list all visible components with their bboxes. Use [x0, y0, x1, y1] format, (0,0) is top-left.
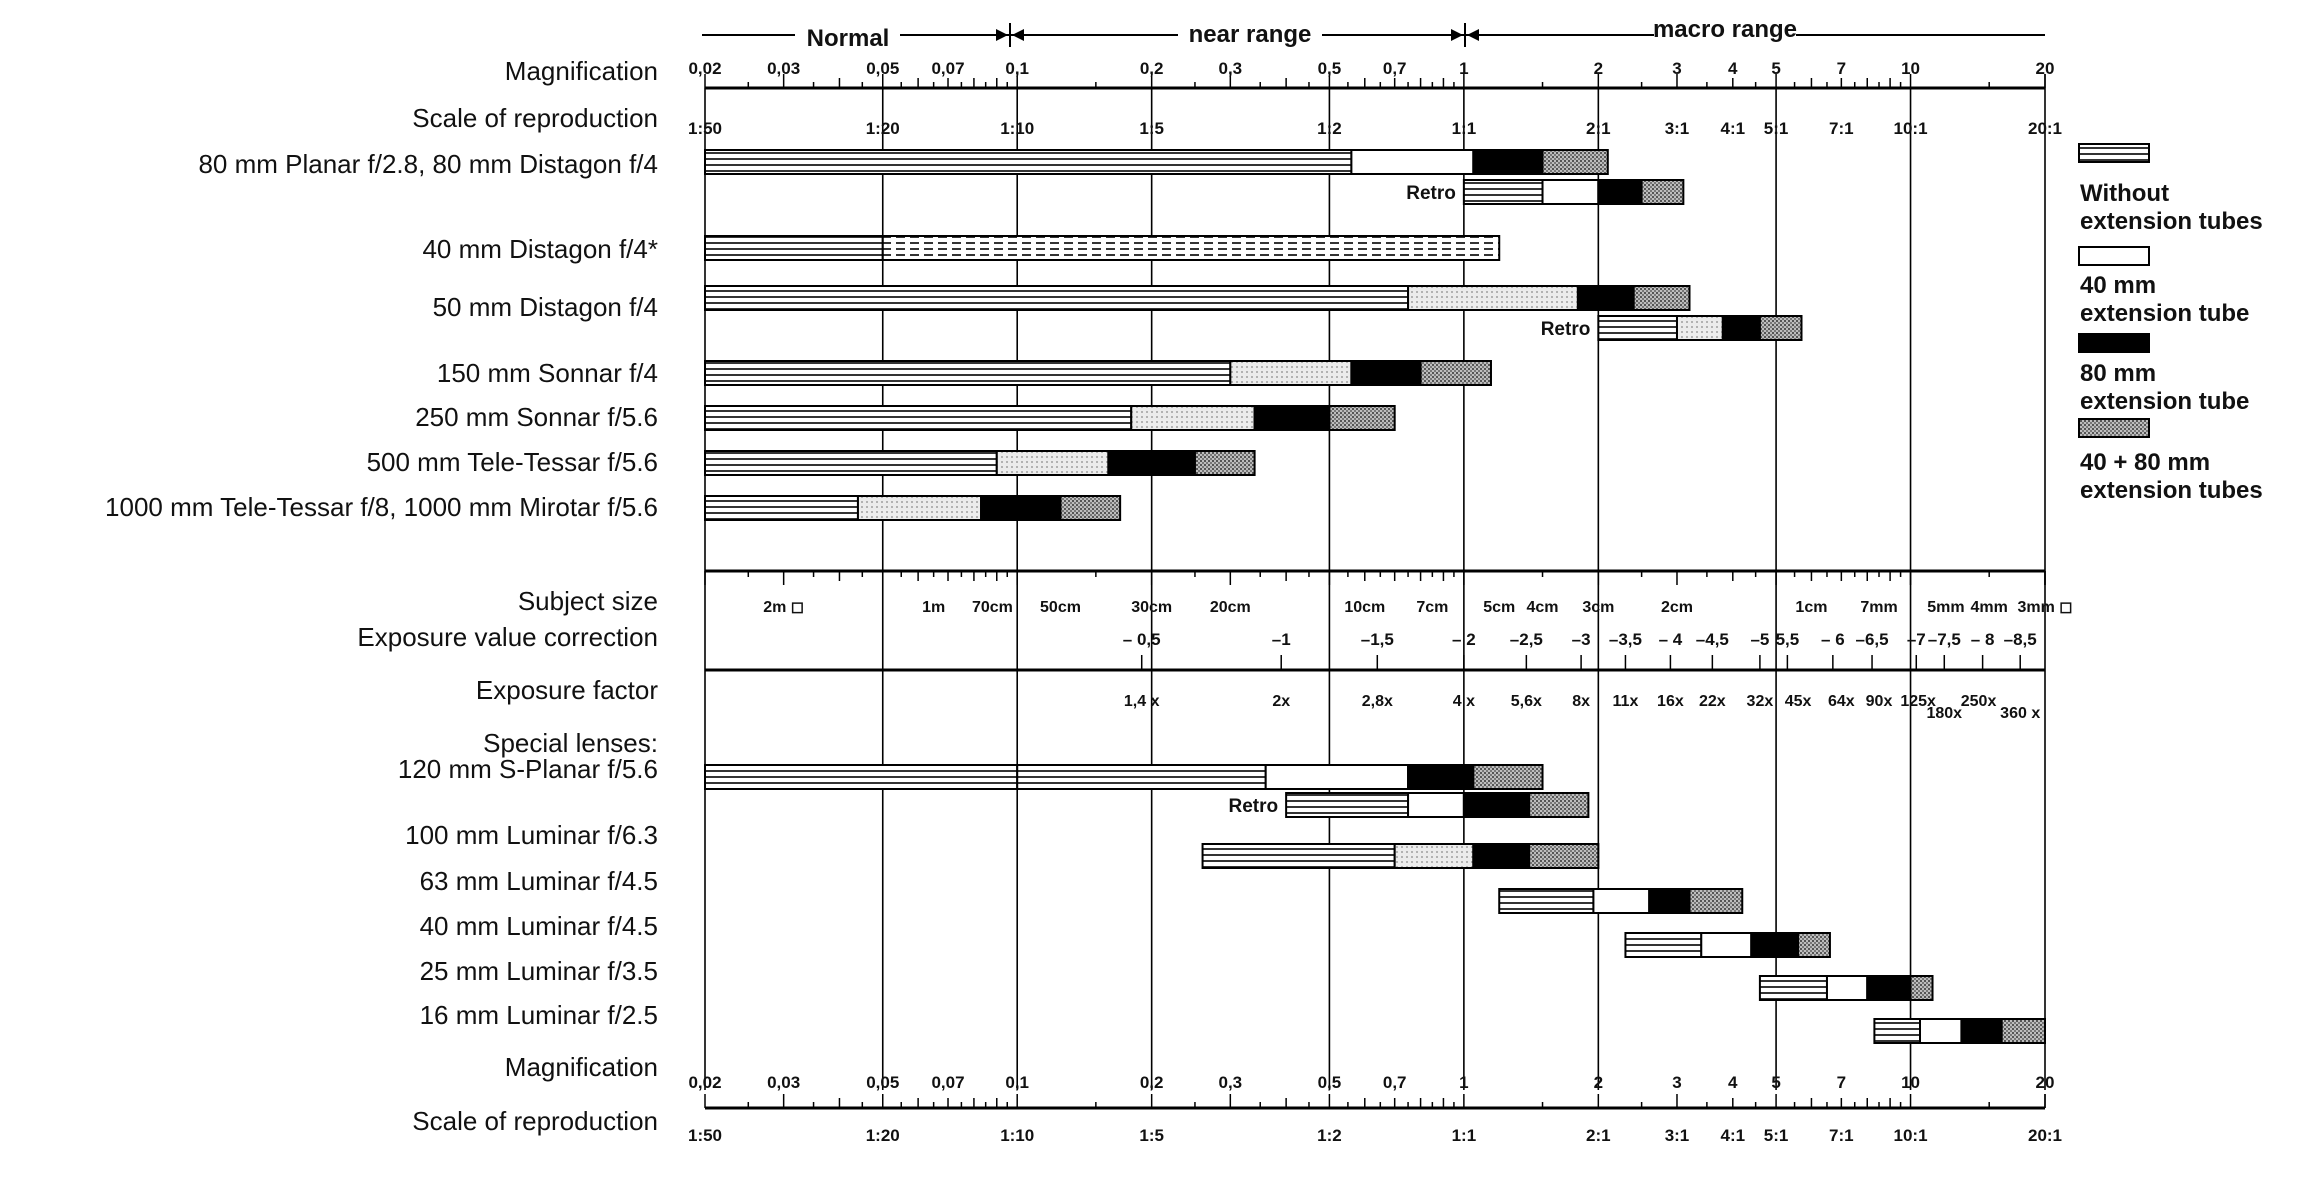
lens-label: 63 mm Luminar f/4.5	[419, 866, 658, 896]
bottom-magnification-tick-label: 0,03	[767, 1073, 801, 1092]
bar-segment-hatch	[1421, 361, 1491, 385]
subject-size-tick-label: 70cm	[971, 599, 1013, 616]
lens-label: 120 mm S-Planar f/5.6	[397, 754, 658, 784]
bottom-magnification-tick-label: 10	[1901, 1073, 1921, 1092]
retro-label: Retro	[1228, 796, 1279, 817]
bar-segment-dots	[1408, 286, 1578, 310]
top-scale-tick-label: 10:1	[1893, 119, 1928, 138]
bar-segment-hatch	[1195, 451, 1255, 475]
top-scale-tick-label: 1:50	[687, 119, 723, 138]
bar-segment-black	[1598, 180, 1641, 204]
exposure-factor-tick-label: 5,6x	[1510, 693, 1542, 710]
exposure-factor-tick-label: 2x	[1272, 693, 1291, 710]
top-scale-tick-label: 3:1	[1664, 119, 1690, 138]
bar-segment-lines	[705, 150, 1351, 174]
top-scale-tick-label: 1:20	[865, 119, 900, 138]
bar-segment-lines	[705, 496, 858, 520]
subject-size-tick-label: 5cm	[1483, 599, 1516, 616]
top-scale-tick-label: 20:1	[2027, 119, 2063, 138]
bar-segment-hatch	[1529, 793, 1588, 817]
ev-correction-tick-label: – 4	[1658, 630, 1683, 649]
exposure-factor-tick-label: 32x	[1746, 693, 1774, 710]
bottom-magnification-tick-label: 0,2	[1139, 1073, 1164, 1092]
top-magnification-tick-label: 0,07	[931, 59, 965, 78]
range-arrow	[1451, 29, 1463, 41]
bottom-magnification-tick-label: 0,07	[931, 1073, 965, 1092]
lens-label: 500 mm Tele-Tessar f/5.6	[366, 447, 658, 477]
exposure-factor-tick-label: 1,4 x	[1123, 693, 1160, 710]
subject-size-tick-label: 10cm	[1344, 599, 1386, 616]
bar-segment-lines	[1286, 793, 1408, 817]
bottom-magnification-tick-label: 4	[1728, 1073, 1738, 1092]
ev-correction-tick-label: – 2	[1452, 630, 1476, 649]
bar-segment-lines	[1499, 889, 1593, 913]
bar-segment-lines	[705, 406, 1131, 430]
ev-correction-tick-label: –6,5	[1855, 630, 1889, 649]
ev-correction-tick-label: –7	[1906, 630, 1926, 649]
top-scale-tick-label: 1:5	[1139, 119, 1164, 138]
bottom-scale-tick-label: 1:20	[865, 1126, 900, 1145]
top-magnification-tick-label: 0,1	[1005, 59, 1030, 78]
top-magnification-tick-label: 5	[1771, 59, 1781, 78]
bar-segment-hatch	[1060, 496, 1120, 520]
top-scale-tick-label: 1:1	[1451, 119, 1477, 138]
bottom-magnification-tick-label: 0,1	[1005, 1073, 1030, 1092]
bottom-magnification-tick-label: 2	[1593, 1073, 1604, 1092]
ev-correction-tick-label: – 8	[1970, 630, 1995, 649]
bar-segment-black	[1649, 889, 1689, 913]
top-magnification-tick-label: 0,5	[1317, 59, 1342, 78]
legend-label-without-tubes: Without extension tubes	[2080, 180, 2263, 235]
bar-segment-hatch	[1760, 316, 1802, 340]
lens-label: 40 mm Distagon f/4*	[422, 234, 658, 264]
bar-segment-black	[1578, 286, 1634, 310]
bottom-magnification-tick-label: 0,3	[1218, 1073, 1243, 1092]
bottom-scale-label: Scale of reproduction	[412, 1106, 658, 1136]
bar-segment-dashed	[883, 236, 1499, 260]
bottom-magnification-tick-label: 0,7	[1382, 1073, 1407, 1092]
top-magnification-tick-label: 2	[1593, 59, 1604, 78]
ev-correction-tick-label: –2,5	[1509, 630, 1543, 649]
top-scale-tick-label: 5:1	[1763, 119, 1789, 138]
bar-segment-black	[981, 496, 1060, 520]
ev-correction-tick-label: –3,5	[1608, 630, 1642, 649]
exposure-factor-tick-label: 250x	[1960, 693, 1997, 710]
exposure-factor-tick-label: 90x	[1865, 693, 1893, 710]
bottom-magnification-tick-label: 5	[1771, 1073, 1781, 1092]
bar-segment-lines	[1203, 844, 1395, 868]
top-magnification-tick-label: 0,3	[1218, 59, 1243, 78]
bar-segment-black	[1473, 150, 1542, 174]
exposure-factor-tick-label: 125x	[1900, 693, 1936, 710]
bottom-scale-tick-label: 4:1	[1720, 1126, 1746, 1145]
bottom-scale-tick-label: 1:2	[1317, 1126, 1342, 1145]
subject-size-tick-label: 20cm	[1209, 599, 1251, 616]
bar-segment-hatch	[2002, 1019, 2045, 1043]
top-magnification-label: Magnification	[504, 56, 658, 86]
bar-segment-white	[1827, 976, 1867, 1000]
exposure-factor-tick-label: 16x	[1657, 693, 1684, 710]
special-lenses-label: Special lenses:	[483, 728, 658, 758]
range-arrow	[996, 29, 1008, 41]
bar-segment-lines	[1464, 180, 1543, 204]
legend-swatch-40mm	[2078, 246, 2150, 266]
subject-size-tick-label: 1cm	[1795, 599, 1828, 616]
top-magnification-tick-label: 7	[1836, 59, 1847, 78]
bottom-scale-tick-label: 7:1	[1829, 1126, 1854, 1145]
subject-size-tick-label: 7mm	[1860, 599, 1898, 616]
top-scale-tick-label: 7:1	[1829, 119, 1854, 138]
top-scale-tick-label: 2:1	[1586, 119, 1611, 138]
bar-segment-lines	[1874, 1019, 1920, 1043]
bottom-magnification-tick-label: 0,5	[1317, 1073, 1342, 1092]
subject-size-tick-label: 3mm ◻	[2017, 599, 2073, 616]
bar-segment-black	[1961, 1019, 2001, 1043]
top-magnification-tick-label: 0,7	[1382, 59, 1407, 78]
ev-correction-label: Exposure value correction	[357, 622, 658, 652]
bar-segment-lines	[1625, 933, 1701, 957]
bar-segment-dots	[858, 496, 981, 520]
bar-segment-black	[1473, 844, 1529, 868]
bar-segment-dots	[1395, 844, 1474, 868]
legend-label-40-80mm: 40 + 80 mm extension tubes	[2080, 449, 2263, 504]
bar-segment-black	[1108, 451, 1195, 475]
bar-segment-white	[1266, 765, 1408, 789]
bar-segment-hatch	[1543, 150, 1608, 174]
exposure-factor-tick-label: 64x	[1827, 693, 1855, 710]
header-macro-range: macro range	[1652, 16, 1798, 43]
legend-swatch-80mm	[2078, 333, 2150, 353]
bottom-magnification-tick-label: 0,02	[688, 1073, 722, 1092]
bar-segment-white	[1543, 180, 1599, 204]
bar-segment-white	[1920, 1019, 1961, 1043]
bottom-magnification-tick-label: 3	[1672, 1073, 1682, 1092]
bar-segment-lines	[1598, 316, 1677, 340]
legend-label-40mm: 40 mm extension tube	[2080, 272, 2250, 327]
bottom-scale-tick-label: 3:1	[1664, 1126, 1690, 1145]
bar-segment-hatch	[1911, 976, 1933, 1000]
bottom-magnification-tick-label: 0,05	[866, 1073, 900, 1092]
subject-size-tick-label: 2cm	[1660, 599, 1694, 616]
exposure-factor-tick-label: 4 x	[1452, 693, 1475, 710]
lens-label: 40 mm Luminar f/4.5	[419, 911, 658, 941]
bottom-scale-tick-label: 20:1	[2027, 1126, 2063, 1145]
bar-segment-white	[1351, 150, 1473, 174]
bar-segment-lines	[705, 765, 1017, 789]
top-magnification-tick-label: 0,05	[866, 59, 900, 78]
subject-size-tick-label: 2m ◻	[763, 599, 805, 616]
top-magnification-tick-label: 1	[1459, 59, 1469, 78]
ev-correction-tick-label: – 6	[1821, 630, 1845, 649]
subject-size-tick-label: 5mm	[1927, 599, 1965, 616]
header-normal: Normal	[806, 25, 890, 52]
bar-segment-hatch	[1529, 844, 1598, 868]
subject-size-tick-label: 7cm	[1416, 599, 1449, 616]
bar-segment-dots	[997, 451, 1109, 475]
bar-segment-dots	[1677, 316, 1723, 340]
top-scale-label: Scale of reproduction	[412, 103, 658, 133]
bottom-scale-tick-label: 1:10	[1000, 1126, 1035, 1145]
bar-segment-hatch	[1642, 180, 1684, 204]
bar-segment-hatch	[1690, 889, 1743, 913]
lens-label: 1000 mm Tele-Tessar f/8, 1000 mm Mirotar f/5.6	[105, 492, 658, 522]
bottom-scale-tick-label: 5:1	[1763, 1126, 1789, 1145]
lens-label: 25 mm Luminar f/3.5	[419, 956, 658, 986]
bar-segment-hatch	[1798, 933, 1830, 957]
exposure-factor-tick-label: 45x	[1784, 693, 1812, 710]
top-magnification-tick-label: 10	[1901, 59, 1921, 78]
bar-segment-white	[1593, 889, 1649, 913]
bar-segment-hatch	[1329, 406, 1394, 430]
lens-label: 80 mm Planar f/2.8, 80 mm Distagon f/4	[198, 149, 658, 179]
ev-correction-tick-label: –7,5	[1927, 630, 1961, 649]
exposure-factor-tick-label: 11x	[1612, 693, 1639, 710]
exposure-factor-tick-label: 8x	[1572, 693, 1590, 710]
bottom-magnification-tick-label: 7	[1836, 1073, 1847, 1092]
bottom-scale-tick-label: 10:1	[1893, 1126, 1928, 1145]
subject-size-tick-label: 50cm	[1040, 599, 1081, 616]
lens-label: 250 mm Sonnar f/5.6	[415, 402, 658, 432]
ev-correction-tick-label: 5,5	[1775, 630, 1800, 649]
top-magnification-tick-label: 0,2	[1139, 59, 1164, 78]
lens-label: 100 mm Luminar f/6.3	[405, 820, 658, 850]
subject-size-tick-label: 1m	[922, 599, 946, 616]
top-scale-tick-label: 4:1	[1720, 119, 1746, 138]
bar-segment-dots	[1131, 406, 1254, 430]
bar-segment-black	[1255, 406, 1330, 430]
top-scale-tick-label: 1:2	[1317, 119, 1342, 138]
top-magnification-tick-label: 20	[2035, 59, 2055, 78]
bar-segment-black	[1867, 976, 1910, 1000]
bottom-scale-tick-label: 2:1	[1586, 1126, 1611, 1145]
ev-correction-tick-label: –4,5	[1695, 630, 1729, 649]
bottom-magnification-tick-label: 1	[1459, 1073, 1469, 1092]
bottom-scale-tick-label: 1:50	[687, 1126, 723, 1145]
lens-label: 16 mm Luminar f/2.5	[419, 1000, 658, 1030]
bottom-scale-tick-label: 1:1	[1451, 1126, 1477, 1145]
bottom-magnification-tick-label: 20	[2035, 1073, 2055, 1092]
top-magnification-tick-label: 4	[1728, 59, 1738, 78]
exposure-factor-tick-label: 180x	[1926, 705, 1963, 722]
legend-swatch-without-tubes	[2078, 143, 2150, 163]
ev-correction-tick-label: –1	[1271, 630, 1291, 649]
bar-segment-black	[1464, 793, 1529, 817]
legend-label-80mm: 80 mm extension tube	[2080, 360, 2250, 415]
top-magnification-tick-label: 3	[1672, 59, 1682, 78]
lens-label: 50 mm Distagon f/4	[432, 292, 658, 322]
exposure-factor-tick-label: 360 x	[2000, 705, 2041, 722]
header-near-range: near range	[1188, 21, 1312, 48]
bar-segment-white	[1701, 933, 1751, 957]
top-scale-tick-label: 1:10	[1000, 119, 1035, 138]
bar-segment-lines	[1760, 976, 1827, 1000]
exposure-factor-label: Exposure factor	[475, 675, 658, 705]
bar-segment-lines	[705, 236, 883, 260]
retro-label: Retro	[1540, 319, 1591, 340]
top-magnification-tick-label: 0,02	[688, 59, 722, 78]
bar-segment-black	[1351, 361, 1420, 385]
bottom-scale-tick-label: 1:5	[1139, 1126, 1164, 1145]
bar-segment-black	[1723, 316, 1760, 340]
bar-segment-lines	[705, 286, 1408, 310]
bar-segment-white	[1408, 793, 1464, 817]
bar-segment-lines	[705, 451, 997, 475]
subject-size-label: Subject size	[517, 586, 658, 616]
legend-swatch-40-80mm	[2078, 418, 2150, 438]
bar-segment-dots	[1230, 361, 1351, 385]
bar-segment-hatch	[1473, 765, 1542, 789]
retro-label: Retro	[1406, 183, 1456, 204]
lens-label: 150 mm Sonnar f/4	[436, 358, 658, 388]
subject-size-tick-label: 3cm	[1582, 599, 1615, 616]
ev-correction-tick-label: –8,5	[2003, 630, 2037, 649]
ev-correction-tick-label: –3	[1571, 630, 1591, 649]
ev-correction-tick-label: –1,5	[1360, 630, 1394, 649]
ev-correction-tick-label: – 0,5	[1122, 630, 1161, 649]
subject-size-tick-label: 4cm	[1526, 599, 1559, 616]
top-magnification-tick-label: 0,03	[767, 59, 801, 78]
bar-segment-black	[1408, 765, 1473, 789]
range-arrow	[1012, 29, 1024, 41]
subject-size-tick-label: 4mm	[1970, 599, 2008, 616]
bar-segment-black	[1751, 933, 1798, 957]
bar-segment-lines	[705, 361, 1230, 385]
ev-correction-tick-label: –5	[1750, 630, 1770, 649]
range-arrow	[1467, 29, 1479, 41]
exposure-factor-tick-label: 22x	[1699, 693, 1726, 710]
bottom-magnification-label: Magnification	[504, 1052, 658, 1082]
subject-size-tick-label: 30cm	[1131, 599, 1173, 616]
bar-segment-hatch	[1634, 286, 1690, 310]
exposure-factor-tick-label: 2,8x	[1361, 693, 1393, 710]
bar-segment-lines	[1017, 765, 1265, 789]
